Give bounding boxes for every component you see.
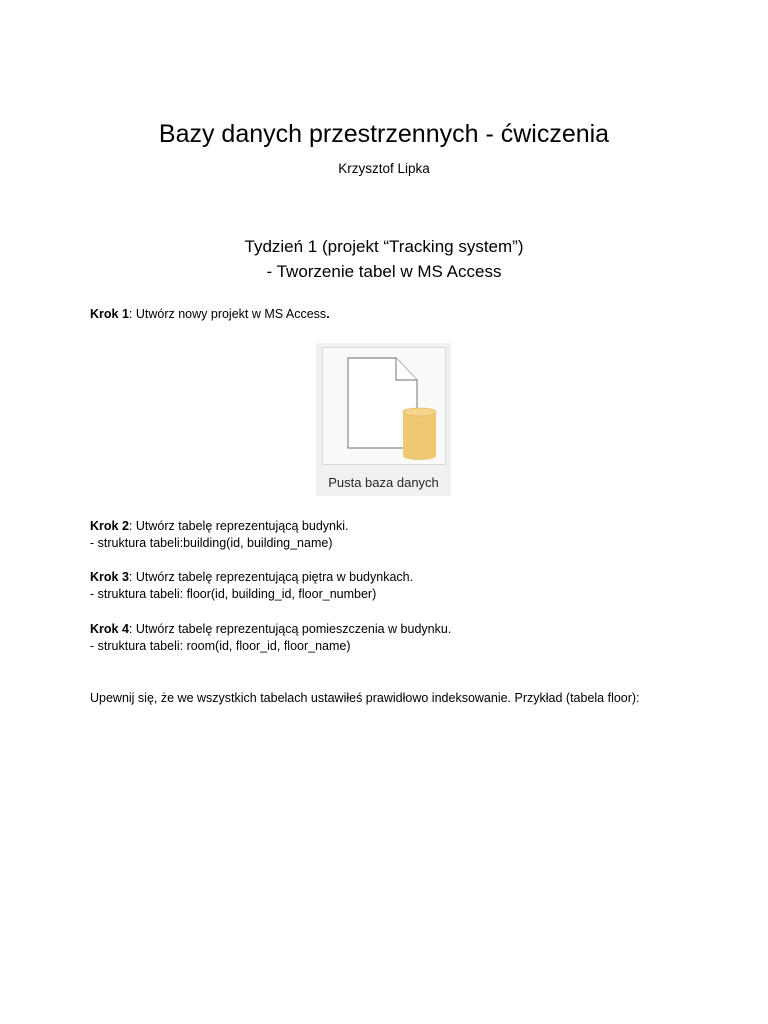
week-title: Tydzień 1 (projekt “Tracking system”) [244,237,524,256]
step-1-label: Krok 1 [90,307,129,321]
step-1-text: : Utwórz nowy projekt w MS Access [128,307,327,321]
step-2-structure: - struktura tabeli:building(id, building_name) [90,536,333,550]
step-4-text: : Utwórz tabelę reprezentującą pomieszczenia w budynku. [128,622,452,636]
step-4 [90,621,451,638]
step-3-structure: - struktura tabeli: floor(id, building_id, floor_number) [90,587,377,601]
step-1-period: . [326,307,330,321]
step-3 [90,569,413,586]
document-title: Bazy danych przestrzennych - ćwiczenia [158,120,610,148]
step-2 [90,518,348,535]
step-2-label: Krok 2 [90,519,129,533]
step-1 [90,306,330,323]
blank-database-icon [316,343,451,468]
week-subtitle: - Tworzenie tabel w MS Access [266,262,502,281]
step-4-structure: - struktura tabeli: room(id, floor_id, floor_name) [90,639,351,653]
tile-label: Pusta baza danych [328,475,439,490]
step-3-label: Krok 3 [90,570,129,584]
step-4-label: Krok 4 [90,622,129,636]
author-name: Krzysztof Lipka [338,161,430,176]
blank-database-tile [316,343,451,496]
step-2-text: : Utwórz tabelę reprezentującą budynki. [128,519,349,533]
indexing-note: Upewnij się, że we wszystkich tabelach ustawiłeś prawidłowo indeksowanie. Przykład (tabela floor): [90,691,640,705]
step-3-text: : Utwórz tabelę reprezentującą piętra w budynkach. [128,570,414,584]
